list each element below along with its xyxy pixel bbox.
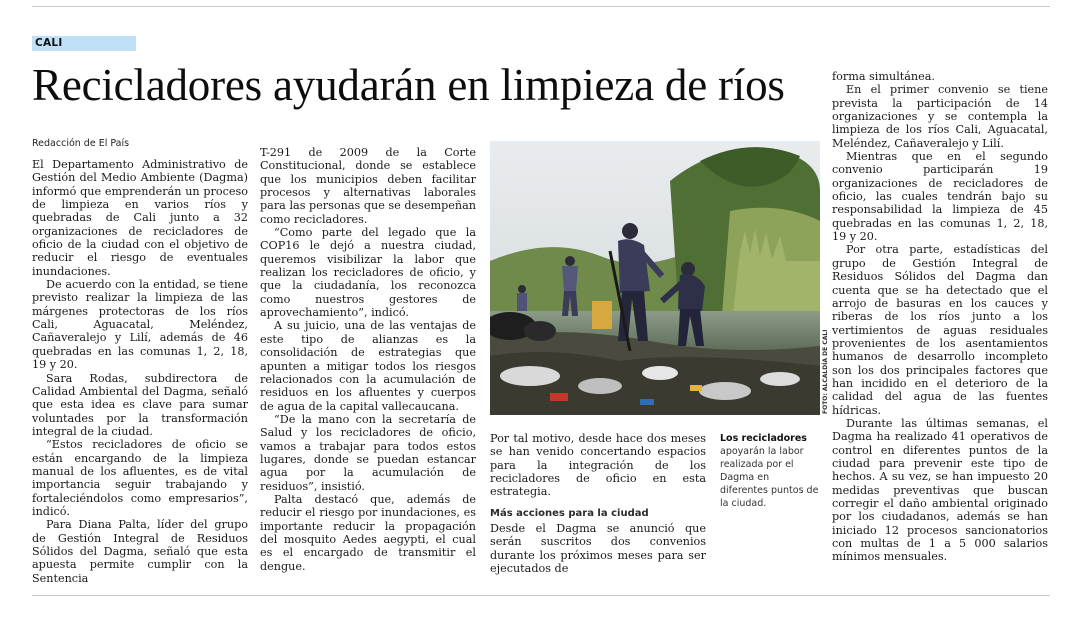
paragraph: Desde el Dagma se anunció que serán suscritos dos convenios durante los próximos meses para ser ejecutados de — [490, 522, 706, 576]
byline: Redacción de El País — [32, 138, 130, 149]
bottom-rule — [32, 595, 1050, 596]
paragraph: Palta destacó que, además de reducir el riesgo por inundaciones, es importante reducir la propagación del mosquito Aedes aegypti, el cual es el encargado de transmitir el dengue. — [260, 492, 476, 573]
worker-figure-4 — [517, 285, 527, 311]
paragraph: Para Diana Palta, líder del grupo de Gestión Integral de Residuos Sólidos del Dagma, señaló que esta apuesta permite cumplir con la Sentencia — [32, 518, 248, 585]
article-column-3 — [490, 432, 706, 499]
headline: Recicladores ayudarán en limpieza de ríos — [32, 60, 785, 110]
caption-text: apoyarán la labor realizada por el Dagma en diferentes puntos de la ciudad. — [720, 446, 819, 509]
paragraph: Por tal motivo, desde hace dos meses se han venido concertando espacios para la integración de los recicladores de oficio en esta estrategia. — [490, 432, 706, 499]
photo-credit: FOTO: ALCALDÍA DE CALI — [822, 329, 829, 414]
paragraph: “Como parte del legado que la COP16 le dejó a nuestra ciudad, queremos visibilizar la labor que realizan los recicladores de oficio, y que la ciudadanía, los reconozca como nuestros gestores de aprovechamiento”, indicó. — [260, 226, 476, 320]
paragraph: Por otra parte, estadísticas del grupo de Gestión Integral de Residuos Sólidos del Dagma dan cuenta que se ha detectado que el arrojo de basuras en los cauces y riberas de los ríos junto a los vertimientos de aguas residuales provenientes de los asentamientos humanos de desarrollo incompleto son los dos principales factores que han incidido en el deterioro de la calidad del agua de las fuentes hídricas. — [832, 243, 1048, 417]
paragraph: T-291 de 2009 de la Corte Constitucional, donde se establece que los municipios deben facilitar procesos y alternativas laborales para las personas que se desempeñan como recicladores. — [260, 146, 476, 226]
top-rule — [32, 6, 1050, 7]
article-column-4 — [832, 70, 1048, 564]
paragraph: Mientras que en el segundo convenio participarán 19 organizaciones de recicladores de oficio, las cuales tendrán bajo su responsabilidad la limpieza de 45 quebradas en las comunas 1, 2, 18, 19 y 20. — [832, 150, 1048, 244]
photo-caption — [720, 432, 820, 510]
article-photo — [490, 141, 820, 415]
paragraph: En el primer convenio se tiene prevista la participación de 14 organizaciones y se contempla la limpieza de los ríos Cali, Aguacatal, Meléndez, Cañaveralejo y Lilí. — [832, 83, 1048, 150]
paragraph: De acuerdo con la entidad, se tiene previsto realizar la limpieza de las márgenes protectoras de los ríos Cali, Aguacatal, Meléndez, Cañaveralejo y Lilí, además de 46 quebradas en las comunas 1, 2, 18, 19 y 20. — [32, 278, 248, 372]
section-tag: CALI — [32, 36, 136, 51]
article-column-3-continued — [490, 522, 706, 575]
paragraph: A su juicio, una de las ventajas de este tipo de alianzas es la consolidación de estrategias que apunten a mitigar todos los riesgos relacionados con la acumulación de residuos en los afluentes y cuerpos de agua de la capital vallecaucana. — [260, 319, 476, 413]
article-column-2 — [260, 146, 476, 573]
paragraph: “Estos recicladores de oficio se están encargando de la limpieza manual de los afluentes, es de vital importancia seguir trabajando y fortaleciéndolos como empresarios”, indicó. — [32, 438, 248, 518]
paragraph: Durante las últimas semanas, el Dagma ha realizado 41 operativos de control en diferentes puntos de la ciudad para prevenir este tipo de hechos. A su vez, se han impuesto 20 medidas preventivas que buscan corregir el daño ambiental originado por los ciudadanos, además se han iniciado 12 procesos sancionatorios con multas de 1 a 5 000 salarios mínimos mensuales. — [832, 416, 1048, 564]
paragraph: El Departamento Administrativo de Gestión del Medio Ambiente (Dagma) informó que emprenderán un proceso de limpieza en varios ríos y quebradas de Cali junto a 32 organizaciones de recicladores de oficio de la ciudad con el objetivo de reducir el riesgo de eventuales inundaciones. — [32, 158, 248, 278]
article-column-1 — [32, 158, 248, 585]
river-cleanup-photo — [490, 141, 820, 415]
subheading: Más acciones para la ciudad — [490, 508, 649, 519]
paragraph: Sara Rodas, subdirectora de Calidad Ambiental del Dagma, señaló que esta idea es clave para sumar voluntades por la transformación integral de la ciudad. — [32, 371, 248, 438]
caption-title: Los recicladores — [720, 433, 807, 444]
paragraph: forma simultánea. — [832, 70, 935, 83]
paragraph: “De la mano con la secretaría de Salud y los recicladores de oficio, vamos a trabajar para todos estos lugares, donde se puedan estancar agua por la acumulación de residuos”, insistió. — [260, 412, 476, 493]
